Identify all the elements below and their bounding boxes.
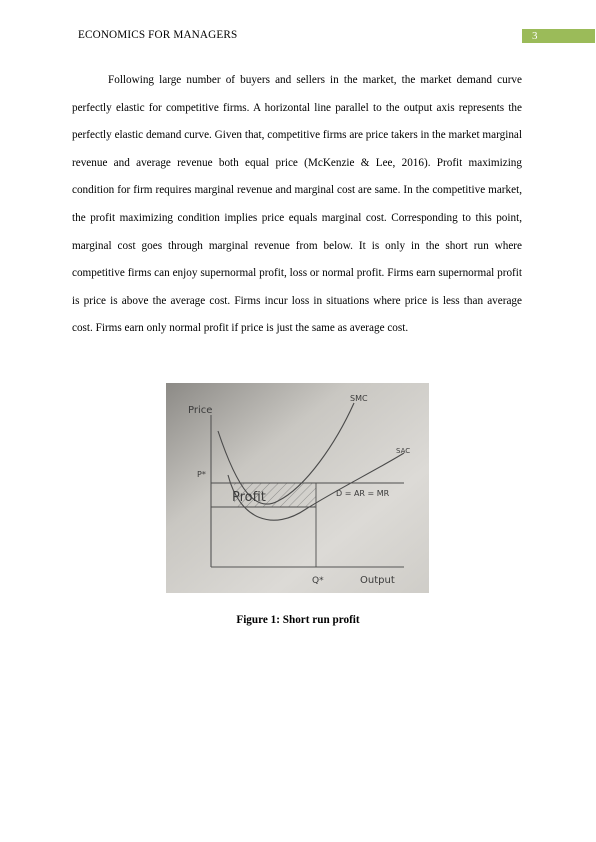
running-header-title: ECONOMICS FOR MANAGERS <box>78 29 238 41</box>
body-paragraph-text: Following large number of buyers and sellers in the market, the market demand curve perfectly elastic for competitive firms. A horizontal line parallel to the output axis represents the perfectly elastic demand curve. Given that, competitive firms are price takers in the market marginal revenue and average revenue both equal price (McKenzie & Lee, 2016). Profit maximizing condition for firm requires marginal revenue and marginal cost are same. In the competitive market, the profit maximizing condition implies price equals marginal cost. Corresponding to this point, marginal cost goes through marginal revenue from below. It is only in the short run where competitive firms can enjoy supernormal profit, loss or normal profit. Firms earn supernormal profit is price is above the average cost. Firms incur loss in situations where price is less than average cost. Firms earn only normal profit if price is just the same as average cost. <box>72 74 522 335</box>
price-label: P* <box>197 470 206 479</box>
y-axis-label: Price <box>188 405 213 416</box>
figure-caption: Figure 1: Short run profit <box>236 614 360 626</box>
demand-label: D = AR = MR <box>336 489 390 498</box>
quantity-label: Q* <box>312 576 324 586</box>
page-number: 3 <box>532 30 538 42</box>
sac-label: SAC <box>396 447 411 455</box>
x-axis-label: Output <box>360 575 395 586</box>
smc-label: SMC <box>350 394 368 403</box>
hand-drawn-graph-photo <box>166 383 429 593</box>
graph-drawing <box>166 383 429 593</box>
page-number-badge <box>522 29 595 43</box>
profit-label: Profit <box>232 490 266 505</box>
body-paragraph <box>72 67 522 343</box>
